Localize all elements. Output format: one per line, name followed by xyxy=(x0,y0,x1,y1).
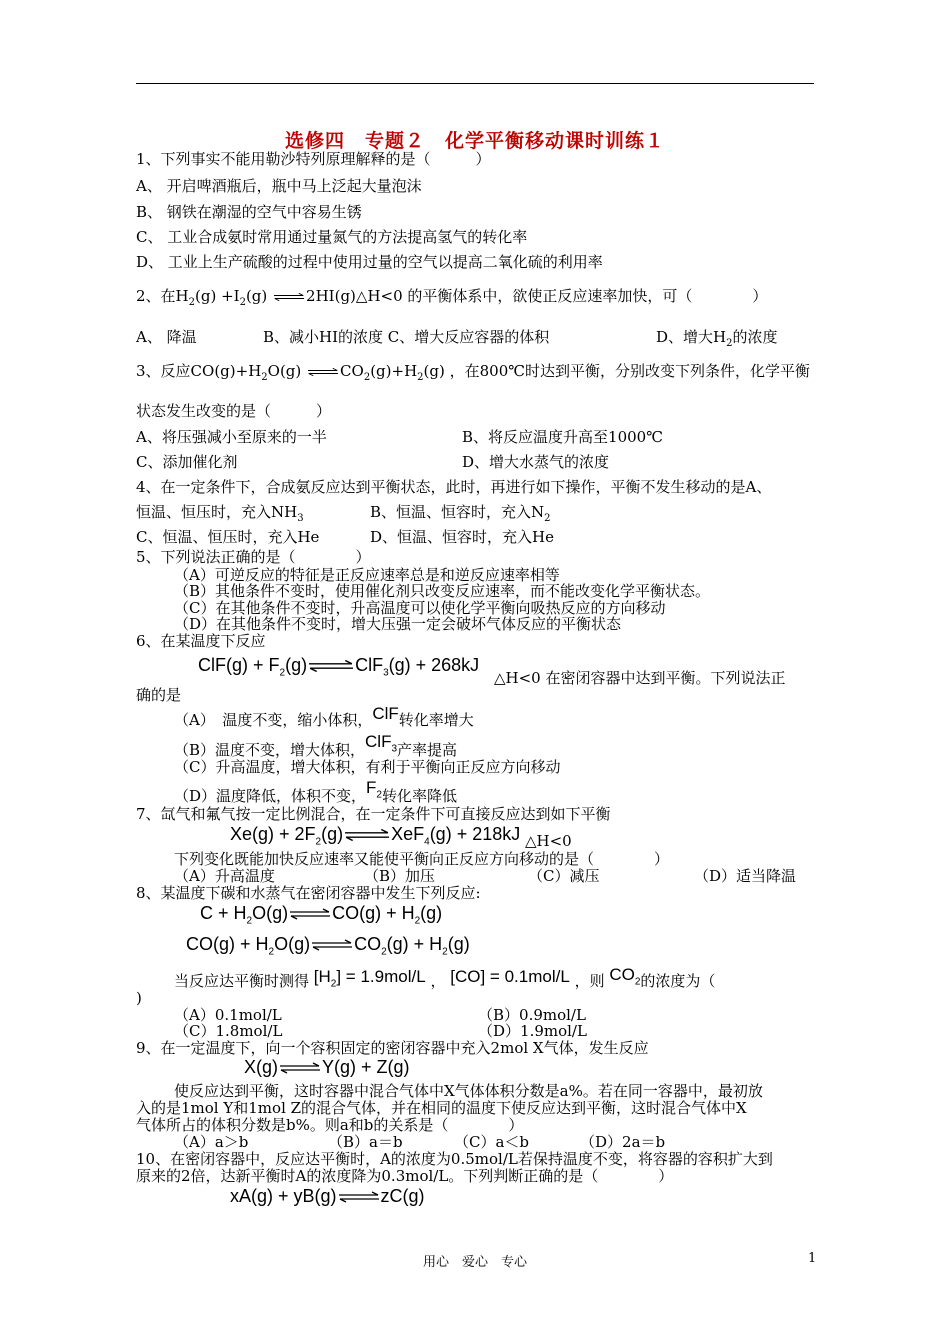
equilibrium-arrow-icon xyxy=(312,939,352,951)
equilibrium-arrow-icon xyxy=(339,1191,379,1203)
q7-eq-right: XeF xyxy=(391,824,425,844)
subscript: 2 xyxy=(239,297,246,308)
q3-text-2: O(g) xyxy=(267,362,302,380)
q8-equation-2 xyxy=(186,933,470,964)
q8-co2-formula xyxy=(609,965,641,988)
q10-para-2: 原来的2倍，达新平衡时A的浓度降为0.3mol/L。下列判断正确的是（ ） xyxy=(136,1167,674,1185)
q2-option-d xyxy=(656,328,778,353)
page-number: 1 xyxy=(808,1251,817,1266)
q3-text-3: CO xyxy=(340,362,364,380)
q5-stem: 5、下列说法正确的是（ ） xyxy=(136,548,371,566)
q9-stem: 9、在一定温度下，向一个容积固定的密闭容器中充入2mol X气体，发生反应 xyxy=(136,1039,649,1057)
q2-option-a: A、 降温 xyxy=(136,328,197,346)
subscript: 3 xyxy=(391,743,398,755)
q1-stem: 1、下列事实不能用勒沙特列原理解释的是（ ） xyxy=(136,150,491,168)
q6-option-b-formula-text: ClF xyxy=(365,732,392,751)
q8-eq2-left: CO(g) + H xyxy=(186,934,269,954)
equilibrium-arrow-icon xyxy=(274,292,304,302)
subscript: 2 xyxy=(279,667,286,679)
q6-eq-left-2: (g) xyxy=(285,655,308,675)
q7-eq-left-2: (g) xyxy=(321,824,344,844)
q3-text-5: (g) ，在800℃时达到平衡，分别改变下列条件，化学平衡 xyxy=(423,362,811,380)
subscript: 3 xyxy=(297,513,304,524)
subscript: 2 xyxy=(376,789,382,801)
q6-option-c: （C）升高温度，增大体积，有利于平衡向正反应方向移动 xyxy=(174,758,561,776)
q6-option-d-text: （D）温度降低，体积不变， xyxy=(174,787,367,805)
q9-para-3: 气体所占的体积分数是b%。则a和b的关系是（ ） xyxy=(136,1116,524,1134)
subscript: 2 xyxy=(315,836,322,848)
page-title: 选修四 专题２ 化学平衡移动课时训练１ xyxy=(284,130,665,152)
q9-option-a: （A）a＞b xyxy=(174,1133,249,1151)
equilibrium-arrow-icon xyxy=(308,367,338,377)
q4-option-b xyxy=(370,503,551,528)
q9-eq-right: Y(g) + Z(g) xyxy=(322,1057,410,1077)
q9-option-b: （B）a＝b xyxy=(328,1133,403,1151)
q6-option-b-text-2: 产率提高 xyxy=(397,741,458,759)
q8-then: ，则 xyxy=(574,972,605,990)
q6-option-a-text-2: 转化率增大 xyxy=(398,711,474,729)
subscript: 2 xyxy=(268,946,275,958)
q9-equation xyxy=(244,1056,410,1078)
q4-option-b-text: B、恒温、恒容时，充入N xyxy=(370,503,545,521)
subscript: 3 xyxy=(383,667,389,679)
q8-h2-conc xyxy=(313,967,426,990)
q4-option-d: D、恒温、恒容时，充入He xyxy=(370,528,554,546)
subscript: 2 xyxy=(363,372,371,383)
q7-option-d: （D）适当降温 xyxy=(694,867,797,885)
q8-conc-text: 的浓度为（ xyxy=(640,972,716,990)
equilibrium-arrow-icon xyxy=(280,1062,320,1074)
subscript: 4 xyxy=(424,836,430,848)
q7-delta-h: △H<0 xyxy=(525,832,572,850)
q9-option-c: （C）a＜b xyxy=(454,1133,530,1151)
q2-option-d-text-2: 的浓度 xyxy=(732,328,778,346)
equilibrium-arrow-icon xyxy=(345,829,389,841)
subscript: 2 xyxy=(634,976,641,988)
q2-stem xyxy=(136,287,767,312)
q10-equation xyxy=(230,1185,425,1207)
q8-eq1-right-2: (g) xyxy=(420,903,443,923)
q8-option-b: （B）0.9mol/L xyxy=(478,1006,586,1024)
q3-option-b: B、将反应温度升高至1000℃ xyxy=(462,428,663,446)
q3-text-4: (g)+H xyxy=(370,362,418,380)
q1-option-d: D、 工业上生产硫酸的过程中使用过量的空气以提高二氧化硫的利用率 xyxy=(136,253,603,271)
q6-option-d-formula-text: F xyxy=(366,778,377,797)
footer-motto: 用心 爱心 专心 xyxy=(422,1255,527,1270)
q6-option-a xyxy=(174,704,474,729)
q8-eq1-left-2: O(g) xyxy=(252,903,289,923)
equilibrium-arrow-icon xyxy=(290,908,330,920)
q6-option-a-formula: ClF xyxy=(372,704,399,723)
q8-eq2-left-2: O(g) xyxy=(274,934,311,954)
equilibrium-arrow-icon xyxy=(309,660,353,672)
subscript: 2 xyxy=(330,978,337,990)
q7-option-b: （B）加压 xyxy=(364,867,436,885)
q1-option-c: C、 工业合成氨时常用通过量氮气的方法提高氢气的转化率 xyxy=(136,228,528,246)
q4-option-a xyxy=(136,503,304,528)
q6-eq-left: ClF(g) + F xyxy=(198,655,280,675)
q5-option-a: （A）可逆反应的特征是正反应速率总是和逆反应速率相等 xyxy=(174,566,560,584)
q7-stem: 7、氙气和氟气按一定比例混合，在一定条件下可直接反应达到如下平衡 xyxy=(136,805,611,823)
q8-eq2-right-3: (g) xyxy=(447,934,470,954)
q5-option-b: （B）其他条件不变时，使用催化剂只改变反应速率，而不能改变化学平衡状态。 xyxy=(174,582,711,600)
q2-text-3: (g) xyxy=(245,287,268,305)
q3-stem-line2: 状态发生改变的是（ ） xyxy=(136,402,332,420)
q8-option-a: （A）0.1mol/L xyxy=(174,1006,282,1024)
q8-co-conc: [CO] = 0.1mol/L xyxy=(450,967,570,986)
subscript: 2 xyxy=(442,946,448,958)
subscript: 2 xyxy=(544,513,551,524)
q8-option-d: （D）1.9mol/L xyxy=(478,1022,587,1040)
q10-para-1: 10、在密闭容器中，反应达平衡时，A的浓度为0.5mol/L若保持温度不变，将容器的容积扩大到 xyxy=(136,1150,773,1168)
q6-stem-line2: 确的是 xyxy=(136,686,182,704)
q3-option-d: D、增大水蒸气的浓度 xyxy=(462,453,610,471)
q1-option-a: A、 开启啤酒瓶后，瓶中马上泛起大量泡沫 xyxy=(136,177,422,195)
q8-h2-conc-text: [H xyxy=(313,967,331,986)
q8-eq2-right-2: (g) + H xyxy=(386,934,443,954)
q6-option-a-text: （A） 温度不变，缩小体积， xyxy=(174,711,373,729)
q7-option-a: （A）升高温度 xyxy=(174,867,275,885)
q9-para-2: 入的是1mol Y和1mol Z的混合气体，并在相同的温度下使反应达到平衡，这时混合气体中X xyxy=(136,1099,747,1117)
subscript: 2 xyxy=(417,372,424,383)
q9-para-1: 使反应达到平衡，这时容器中混合气体中X气体体积分数是a%。若在同一容器中，最初放 xyxy=(174,1082,763,1100)
q6-eq-right-2: (g) + 268kJ xyxy=(388,655,480,675)
q4-option-a-text: 恒温、恒压时，充入NH xyxy=(136,503,298,521)
q6-equation xyxy=(198,654,479,685)
q3-option-a: A、将压强减小至原来的一半 xyxy=(136,428,327,446)
q2-text-4: 2HI(g)△H<0 的平衡体系中，欲使正反应速率加快，可（ ） xyxy=(306,287,768,305)
q4-stem: 4、在一定条件下，合成氨反应达到平衡状态，此时，再进行如下操作，平衡不发生移动的是A、 xyxy=(136,478,772,496)
q7-eq-left: Xe(g) + 2F xyxy=(230,824,316,844)
subscript: 2 xyxy=(261,372,268,383)
q8-eq2-right: CO xyxy=(354,934,382,954)
subscript: 2 xyxy=(381,946,387,958)
q6-stem: 6、在某温度下反应 xyxy=(136,632,266,650)
q9-option-d: （D）2a＝b xyxy=(580,1133,666,1151)
q8-equation-1 xyxy=(200,902,442,933)
q7-option-c: （C）减压 xyxy=(528,867,600,885)
q1-option-b: B、 钢铁在潮湿的空气中容易生锈 xyxy=(136,203,362,221)
q3-option-c: C、添加催化剂 xyxy=(136,453,238,471)
q7-question: 下列变化既能加快反应速率又能使平衡向正反应方向移动的是（ ） xyxy=(174,850,670,868)
q8-h2-conc-text-2: ] = 1.9mol/L xyxy=(336,967,426,986)
q8-comma: ， xyxy=(430,972,446,990)
q6-option-d-text-2: 转化率降低 xyxy=(381,787,457,805)
q6-option-d-formula xyxy=(366,778,382,801)
q10-eq-right: zC(g) xyxy=(380,1186,425,1206)
q6-stem-tail: △H<0 在密闭容器中达到平衡。下列说法正 xyxy=(494,669,786,687)
q4-option-c: C、恒温、恒压时，充入He xyxy=(136,528,320,546)
subscript: 2 xyxy=(414,915,421,927)
q6-eq-right: ClF xyxy=(355,655,384,675)
q3-stem xyxy=(136,362,810,387)
q10-eq-left: xA(g) + yB(g) xyxy=(230,1186,337,1206)
subscript: 2 xyxy=(246,915,253,927)
q5-option-c: （C）在其他条件不变时，升高温度可以使化学平衡向吸热反应的方向移动 xyxy=(174,599,666,617)
q8-stem: 8、某温度下碳和水蒸气在密闭容器中发生下列反应: xyxy=(136,884,481,902)
q8-co2-text: CO xyxy=(609,965,635,984)
q2-option-d-text: D、增大H xyxy=(656,328,727,346)
q2-text-1: 2、在H xyxy=(136,287,189,305)
q6-option-b-formula xyxy=(365,732,398,755)
q8-eq1-right: CO(g) + H xyxy=(332,903,415,923)
q8-close-paren: ) xyxy=(136,989,142,1007)
header-rule xyxy=(136,83,814,84)
q8-option-c: （C）1.8mol/L xyxy=(174,1022,283,1040)
subscript: 2 xyxy=(726,338,733,349)
q8-condition-text: 当反应达平衡时测得 xyxy=(174,972,310,990)
q2-text-2: (g) +I xyxy=(195,287,240,305)
q8-eq1-left: C + H xyxy=(200,903,247,923)
q7-equation xyxy=(230,823,520,854)
subscript: 2 xyxy=(188,297,195,308)
q7-eq-right-2: (g) + 218kJ xyxy=(429,824,521,844)
q6-option-b-text: （B）温度不变，增大体积， xyxy=(174,741,366,759)
q8-condition xyxy=(174,965,716,997)
q5-option-d: （D）在其他条件不变时，增大压强一定会破坏气体反应的平衡状态 xyxy=(174,615,622,633)
q9-eq-left: X(g) xyxy=(244,1057,279,1077)
q3-text-1: 3、反应CO(g)+H xyxy=(136,362,262,380)
q2-option-bc: B、减小HI的浓度 C、增大反应容器的体积 xyxy=(263,328,550,346)
